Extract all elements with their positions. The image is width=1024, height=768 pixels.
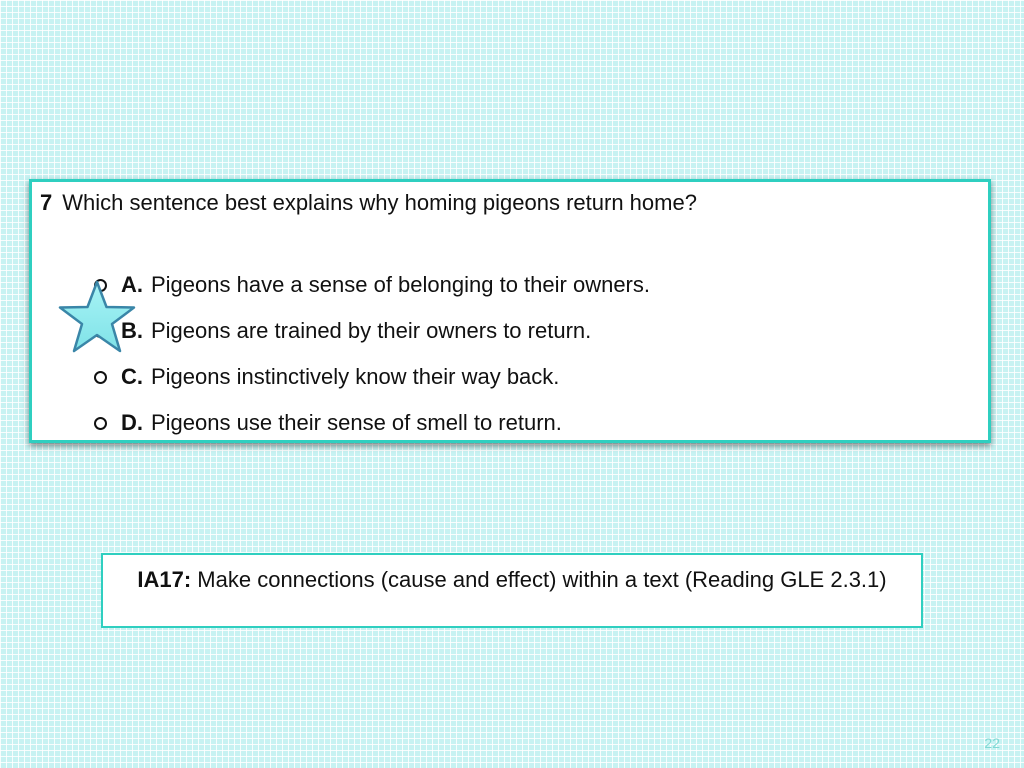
radio-button-c[interactable] bbox=[94, 371, 107, 384]
option-text: Pigeons instinctively know their way back. bbox=[151, 364, 560, 389]
radio-button-d[interactable] bbox=[94, 417, 107, 430]
option-letter: D. bbox=[121, 410, 143, 435]
option-text: Pigeons use their sense of smell to return. bbox=[151, 410, 562, 435]
question-prompt bbox=[40, 190, 697, 216]
answer-option-b[interactable] bbox=[94, 308, 650, 354]
question-number: 7 bbox=[40, 190, 53, 215]
question-card bbox=[29, 179, 991, 443]
answer-options bbox=[94, 262, 650, 446]
standard-box bbox=[101, 553, 923, 628]
answer-option-c[interactable] bbox=[94, 354, 650, 400]
answer-option-a[interactable] bbox=[94, 262, 650, 308]
answer-option-d[interactable] bbox=[94, 400, 650, 446]
option-text: Pigeons have a sense of belonging to their owners. bbox=[151, 272, 650, 297]
option-letter: A. bbox=[121, 272, 143, 297]
standard-description: Make connections (cause and effect) within a text (Reading GLE 2.3.1) bbox=[197, 567, 887, 592]
standard-code: IA17: bbox=[137, 567, 198, 592]
option-letter: B. bbox=[121, 318, 143, 343]
option-text: Pigeons are trained by their owners to return. bbox=[151, 318, 592, 343]
star-icon bbox=[56, 279, 138, 355]
question-text: Which sentence best explains why homing pigeons return home? bbox=[62, 190, 697, 215]
page-number: 22 bbox=[984, 735, 1000, 751]
star-shape bbox=[60, 282, 134, 351]
option-letter: C. bbox=[121, 364, 143, 389]
